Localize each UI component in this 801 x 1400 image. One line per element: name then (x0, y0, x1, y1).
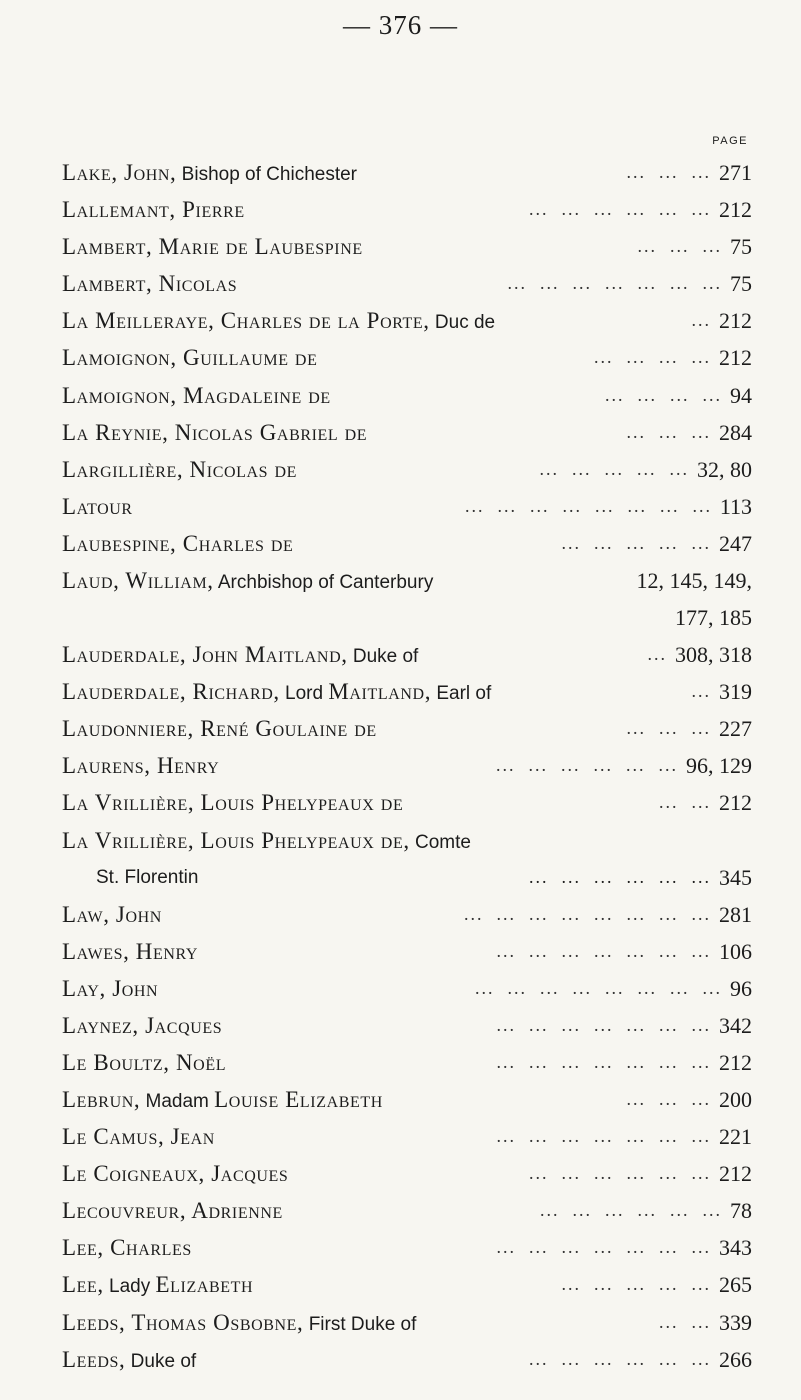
dot-leader: ... ... ... (626, 1088, 711, 1109)
entry-pages: 32, 80 (697, 456, 752, 482)
entry-pages: 113 (719, 493, 752, 519)
entry-name-title: Bishop of Chichester (176, 164, 357, 185)
index-entry (62, 933, 752, 970)
entry-name-text: Laurens, Henry (62, 753, 220, 779)
entry-name (62, 488, 133, 525)
entry-name (62, 896, 162, 933)
entry-name-text: Lee, (62, 1272, 104, 1298)
index-entry (62, 451, 752, 488)
entry-name (62, 1304, 416, 1343)
entry-name-text-2: Louise Elizabeth (214, 1086, 383, 1112)
entry-pages: 212 (719, 1161, 752, 1187)
entry-pages-continued: 345 (719, 864, 752, 890)
index-entry (62, 1266, 752, 1303)
index-entry (62, 525, 752, 562)
entry-name (62, 747, 219, 784)
entry-name-title: Comte (409, 831, 471, 853)
entry-pages: 271 (719, 160, 752, 185)
entry-pages: 284 (719, 419, 752, 445)
index-entry (62, 896, 752, 933)
entry-pages: 281 (719, 901, 752, 927)
entry-name (62, 822, 471, 861)
entry-pages: 212 (719, 345, 752, 371)
entry-name-text: Laubespine, Charles de (62, 530, 294, 556)
entry-pages: 200 (719, 1086, 752, 1112)
entry-pages: 343 (719, 1235, 752, 1261)
entry-name (62, 1266, 253, 1305)
entry-name (62, 562, 433, 601)
dot-leader: ... ... ... ... ... ... ... ... (465, 495, 712, 516)
entry-pages: 266 (719, 1346, 752, 1372)
dot-leader: ... ... ... ... ... ... ... (496, 1237, 711, 1258)
index-entry (62, 339, 752, 376)
dot-leader: ... ... ... ... ... ... ... ... (475, 977, 722, 998)
index-entry (62, 265, 752, 302)
entry-name-text: Lecouvreur, Adrienne (62, 1198, 283, 1224)
index-entry (62, 414, 752, 451)
page-column-header: PAGE (712, 135, 748, 147)
index-entry (62, 673, 752, 710)
dot-leader: ... ... ... ... (605, 384, 722, 405)
dot-leader: ... ... (659, 792, 711, 813)
index-entry (62, 710, 752, 747)
dot-leader: ... ... ... (626, 162, 711, 182)
entry-name-text: Lee, Charles (62, 1235, 192, 1261)
entry-name (62, 451, 297, 488)
entry-name-text: La Meilleraye, Charles de la Porte, (62, 308, 430, 334)
entry-name (62, 1118, 215, 1155)
dot-leader: ... ... ... ... ... ... (529, 866, 711, 887)
entry-name (62, 673, 491, 712)
dot-leader: ... ... ... (626, 718, 711, 739)
entry-name (62, 1192, 283, 1229)
entry-continuation: St. Florentin (96, 866, 199, 888)
entry-name-title: First Duke of (303, 1313, 417, 1335)
dot-leader: ... ... ... ... ... ... (529, 1163, 711, 1184)
entry-name-text: Leeds, Thomas Osbobne, (62, 1309, 304, 1335)
entry-name-title: Lady (103, 1276, 156, 1298)
entry-name (62, 1007, 222, 1044)
entry-name (62, 265, 237, 302)
entry-pages: 212 (719, 308, 752, 334)
entry-name (62, 525, 293, 562)
dot-leader: ... ... ... (626, 421, 711, 442)
entry-name-text: Le Boultz, Noël (62, 1049, 227, 1075)
dot-leader: ... ... ... ... ... ... ... (496, 1126, 711, 1147)
entry-name-title-2: Earl of (431, 683, 492, 705)
entry-name-text: Lawes, Henry (62, 938, 199, 964)
entry-pages: 75 (730, 234, 752, 260)
entry-pages: 227 (719, 716, 752, 742)
dot-leader: ... ... ... ... ... ... ... (496, 940, 711, 961)
entry-name (62, 1081, 383, 1120)
index-entry (62, 562, 752, 636)
entry-name-text: Law, John (62, 901, 162, 927)
entry-name (62, 1044, 226, 1081)
dot-leader: ... ... (659, 1311, 711, 1332)
dot-leader: ... ... ... ... ... ... (540, 1200, 722, 1221)
entry-name-title: Duc de (429, 312, 496, 334)
entry-pages: 265 (719, 1272, 752, 1298)
entry-name (62, 377, 331, 414)
index-entry (62, 1304, 752, 1341)
entry-name (62, 1155, 288, 1192)
entry-name (62, 339, 317, 376)
index-entry (62, 1229, 752, 1266)
entry-name-text: Lay, John (62, 975, 159, 1001)
dot-leader: ... (647, 644, 667, 665)
entry-name (62, 302, 495, 341)
entry-name-text: Lake, John, (62, 160, 177, 185)
entry-name (62, 414, 367, 451)
entry-name (62, 784, 403, 821)
entry-name-text: Leeds, (62, 1346, 126, 1372)
entry-pages: 342 (719, 1012, 752, 1038)
entry-name-text: Le Camus, Jean (62, 1124, 215, 1150)
entry-pages-continued: 177, 185 (675, 605, 752, 631)
entry-name-title: Duke of (347, 646, 419, 668)
dot-leader: ... (691, 310, 711, 331)
entry-pages: 78 (730, 1198, 752, 1224)
entry-name-text: Laynez, Jacques (62, 1012, 223, 1038)
index-entry (62, 636, 752, 673)
index-entry (62, 191, 752, 228)
dot-leader: ... ... ... ... ... ... ... (507, 273, 722, 294)
entry-pages: 212 (719, 790, 752, 816)
index-entry (62, 154, 752, 191)
entry-name-text: La Vrillière, Louis Phelypeaux de, (62, 827, 410, 853)
entry-name-title: Archbishop of Canterbury (213, 572, 434, 594)
index-entry (62, 822, 752, 896)
dot-leader: ... ... ... ... ... ... (529, 199, 711, 220)
index-entry (62, 784, 752, 821)
entry-name-text: Latour (62, 493, 133, 519)
index-entry (62, 377, 752, 414)
index-list (62, 154, 752, 1378)
dot-leader: ... (691, 681, 711, 702)
entry-name-text: Lauderdale, John Maitland, (62, 642, 348, 668)
entry-pages: 339 (719, 1309, 752, 1335)
entry-pages: 94 (730, 382, 752, 408)
entry-name-text: Lauderdale, Richard, (62, 679, 280, 705)
entry-name (62, 228, 363, 265)
entry-name-text: Lamoignon, Magdaleine de (62, 382, 331, 408)
index-entry (62, 488, 752, 525)
entry-pages: 319 (719, 679, 752, 705)
entry-name-text: Laudonniere, René Goulaine de (62, 716, 377, 742)
entry-name-text: La Reynie, Nicolas Gabriel de (62, 419, 368, 445)
entry-name-text: Largillière, Nicolas de (62, 456, 298, 482)
entry-name (62, 636, 418, 675)
entry-name-text-2: Elizabeth (155, 1272, 254, 1298)
dot-leader: ... ... ... ... ... (539, 458, 689, 479)
entry-name-text: Lambert, Nicolas (62, 271, 238, 297)
entry-name-title: Madam (140, 1090, 215, 1112)
entry-name (62, 154, 357, 193)
entry-name-text-2: Maitland, (328, 679, 432, 705)
entry-name (62, 191, 245, 228)
entry-pages: 221 (719, 1124, 752, 1150)
entry-pages: 106 (719, 938, 752, 964)
entry-pages: 12, 145, 149, (636, 568, 752, 594)
entry-name (62, 933, 198, 970)
entry-name (62, 710, 377, 747)
entry-pages: 96, 129 (686, 753, 752, 779)
index-entry (62, 1341, 752, 1378)
dot-leader: ... ... ... ... (594, 347, 711, 368)
entry-name-text: Lebrun, (62, 1086, 141, 1112)
entry-name-text: Lamoignon, Guillaume de (62, 345, 318, 371)
entry-pages: 308, 318 (675, 642, 752, 668)
entry-name (62, 1341, 196, 1380)
entry-name-title: Duke of (125, 1350, 197, 1372)
index-entry (62, 228, 752, 265)
index-entry (62, 1192, 752, 1229)
entry-pages: 212 (719, 197, 752, 223)
dot-leader: ... ... ... ... ... ... ... (496, 1014, 711, 1035)
dot-leader: ... ... ... ... ... ... (529, 1348, 711, 1369)
dot-leader: ... ... ... ... ... ... ... ... (464, 903, 711, 924)
dot-leader: ... ... ... ... ... (561, 1274, 711, 1295)
entry-name-text: Le Coigneaux, Jacques (62, 1161, 289, 1187)
index-entry (62, 970, 752, 1007)
entry-name-text: Laud, William, (62, 568, 214, 594)
entry-name-text: Lallemant, Pierre (62, 197, 245, 223)
index-entry (62, 1155, 752, 1192)
dot-leader: ... ... ... ... ... ... (496, 755, 678, 776)
entry-name-text: La Vrillière, Louis Phelypeaux de (62, 790, 404, 816)
entry-pages: 75 (730, 271, 752, 297)
index-entry (62, 1007, 752, 1044)
index-entry (62, 1081, 752, 1118)
dot-leader: ... ... ... (637, 236, 722, 257)
entry-name (62, 970, 158, 1007)
entry-name (62, 1229, 192, 1266)
index-entry (62, 1118, 752, 1155)
entry-pages: 247 (719, 530, 752, 556)
entry-pages: 96 (730, 975, 752, 1001)
index-entry (62, 747, 752, 784)
entry-pages: 212 (719, 1049, 752, 1075)
dot-leader: ... ... ... ... ... (561, 532, 711, 553)
index-entry (62, 302, 752, 339)
page-number: — 376 — (343, 10, 458, 40)
index-entry (62, 1044, 752, 1081)
entry-name-title: Lord (279, 683, 329, 705)
entry-name-text: Lambert, Marie de Laubespine (62, 234, 363, 260)
dot-leader: ... ... ... ... ... ... ... (496, 1051, 711, 1072)
